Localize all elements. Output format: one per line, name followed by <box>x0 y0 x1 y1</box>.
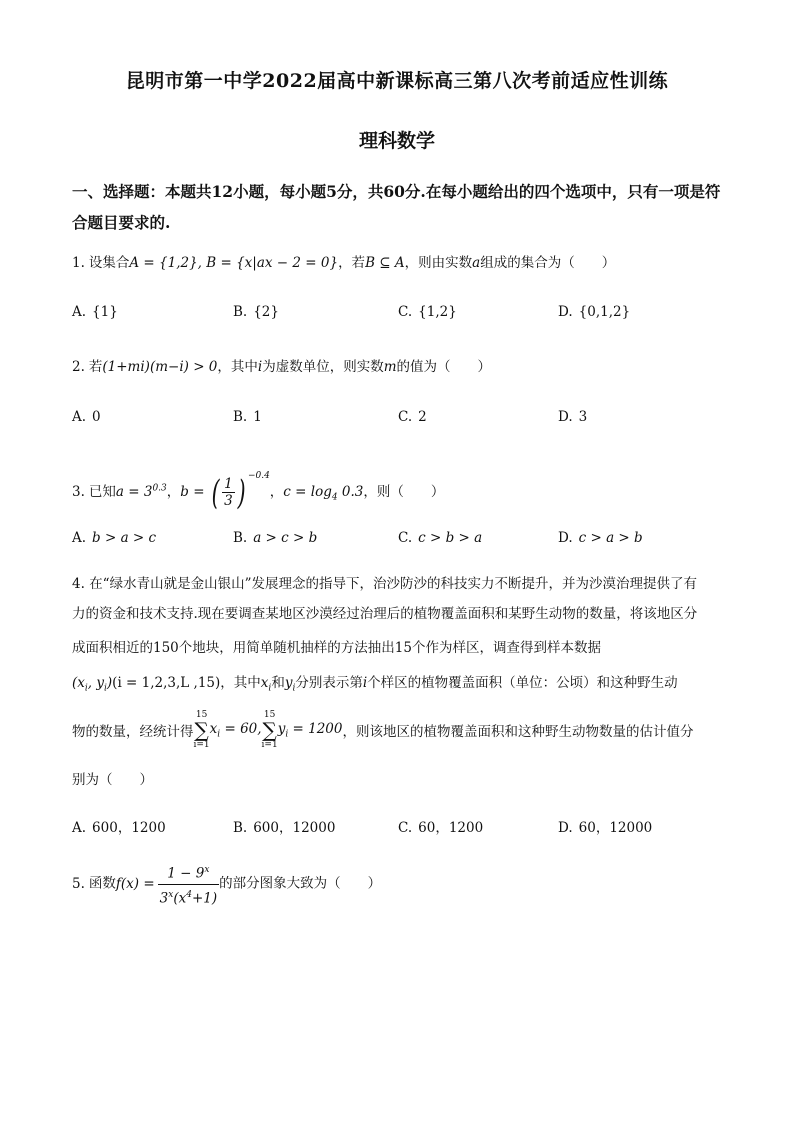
math-var: a <box>472 255 481 271</box>
math-var: $x_i$ <box>260 675 272 694</box>
option-label: D. <box>558 409 573 425</box>
question-text: 函数 <box>88 875 116 892</box>
option-b <box>233 816 335 836</box>
question-text: 为虚数单位，则实数 <box>262 359 384 375</box>
option-text: c > b > a <box>418 530 483 546</box>
question-text: ，则（ ） <box>363 484 445 500</box>
math-text: = 1200 <box>292 720 343 737</box>
math-text: (x <box>173 890 187 906</box>
fraction-denominator: 3 <box>224 493 233 509</box>
summation: 15 ∑ i=1 <box>261 710 278 750</box>
option-a <box>72 530 156 546</box>
option-text: 600，12000 <box>253 820 336 836</box>
question-number: 4. <box>72 576 85 592</box>
question-text: ，若 <box>338 255 366 271</box>
sum-lower: i=1 <box>261 740 278 750</box>
question-line: 成面积相近的150个地块，用简单随机抽样的方法抽出15个作为样区，调查得到样本数据 <box>72 640 601 656</box>
math-c <box>283 484 364 503</box>
option-label: B. <box>233 820 248 836</box>
option-label: B. <box>233 530 248 546</box>
question-text: 分别表示第 <box>295 675 363 691</box>
math-text: c = log <box>283 484 332 500</box>
question-text: 已知 <box>88 484 116 500</box>
option-d <box>558 816 652 836</box>
fraction-denominator <box>158 885 219 909</box>
question-number: 2. <box>72 359 85 375</box>
option-d <box>558 530 643 546</box>
math-exponent: −0.4 <box>247 471 270 481</box>
option-label: A. <box>72 530 87 546</box>
question-number: 5. <box>72 875 85 892</box>
math-text: x <box>260 675 269 691</box>
math-base: 4 <box>331 492 338 503</box>
math-var: i <box>257 359 263 375</box>
option-b <box>233 530 317 546</box>
math-var: $y_i$ <box>284 675 296 694</box>
option-d <box>558 304 630 320</box>
math-text: a = 3 <box>115 484 153 500</box>
option-label: D. <box>558 530 573 546</box>
option-label: D. <box>558 304 573 320</box>
math-sample: ($x_i$, $y_i$) <box>72 675 113 694</box>
option-label: C. <box>398 530 413 546</box>
question-number: 3. <box>72 484 85 500</box>
math-text: 1 − 9 <box>167 865 205 882</box>
question-text: ，则该地区的植物覆盖面积和这种野生动物数量的估计值分 <box>342 724 694 740</box>
option-b <box>233 304 279 320</box>
summation: 15 ∑ i=1 <box>193 710 210 750</box>
option-c <box>398 816 483 836</box>
question-line <box>72 572 697 592</box>
sum-lower: i=1 <box>193 740 210 750</box>
math-index-range: (i = 1,2,3,L ,15) <box>112 675 221 691</box>
option-a <box>72 304 118 320</box>
option-text: {0,1,2} <box>578 304 631 320</box>
math-exponent: 4 <box>186 889 192 900</box>
question-line: 力的资金和技术支持.现在要调查某地区沙漠经过治理后的植物覆盖面积和某野生动物的数量，将该地区分 <box>72 606 698 622</box>
fraction <box>158 860 219 908</box>
question-text: 的部分图象大致为（ ） <box>219 875 382 892</box>
option-label: B. <box>233 304 248 320</box>
sum-upper: 15 <box>195 710 208 720</box>
question-text: 若 <box>88 359 103 375</box>
option-text: 1 <box>253 409 262 425</box>
math-sets: A = {1,2}, B = {x|ax − 2 = 0} <box>129 255 339 271</box>
option-c <box>398 409 427 425</box>
option-c <box>398 304 457 320</box>
fraction-numerator: 1 <box>224 476 233 492</box>
math-text: (x <box>72 675 85 691</box>
question-line <box>72 710 694 750</box>
option-text: {1} <box>92 304 118 320</box>
question-text: 物的数量，经统计得 <box>72 724 194 740</box>
option-d <box>558 409 587 425</box>
math-function-lhs: f(x) = <box>115 875 155 892</box>
option-text: 600，1200 <box>92 820 166 836</box>
option-text: a > c > b <box>253 530 318 546</box>
math-text: 0.3 <box>341 484 364 500</box>
question-text: 组成的集合为（ ） <box>480 255 616 271</box>
option-label: A. <box>72 820 87 836</box>
math-a <box>116 484 167 500</box>
option-text: {1,2} <box>418 304 457 320</box>
paper-title: 昆明市第一中学2022届高中新课标高三第八次考前适应性训练 <box>125 70 669 92</box>
math-expression: (1+mi)(m−i) > 0 <box>102 359 218 375</box>
math-text: = 60, <box>224 720 262 737</box>
option-label: C. <box>398 304 413 320</box>
math-term: $x_i = 60$, <box>209 720 262 740</box>
math-b: b = ( $\frac{1}{3}$ ) $^{-0.4}$ <box>180 471 270 513</box>
fraction-numerator <box>158 860 219 885</box>
math-exponent: x <box>168 889 174 900</box>
option-label: A. <box>72 409 87 425</box>
question-number: 1. <box>72 255 85 271</box>
option-label: D. <box>558 820 573 836</box>
option-text: 60，1200 <box>418 820 484 836</box>
option-text: 2 <box>418 409 427 425</box>
math-var: i <box>362 675 368 691</box>
option-label: C. <box>398 820 413 836</box>
math-var: m <box>383 359 397 375</box>
math-text: +1) <box>191 890 218 906</box>
paper-subtitle: 理科数学 <box>358 130 435 152</box>
option-text: 3 <box>578 409 588 425</box>
question-5 <box>72 860 732 908</box>
question-text: ，其中 <box>220 675 261 691</box>
math-exponent: x <box>204 865 210 875</box>
sum-upper: 15 <box>263 710 276 720</box>
option-c <box>398 530 482 546</box>
option-a <box>72 409 101 425</box>
question-3: 3. 已知$a = 3^{0.3}$，b = ( $\frac{1}{3}$ ) $^{-0.4}$，$c = \log_4 0.3$，则（ ） <box>72 471 445 513</box>
question-line <box>72 671 678 694</box>
option-a <box>72 816 166 836</box>
option-label: B. <box>233 409 248 425</box>
option-text: b > a > c <box>92 530 157 546</box>
math-exponent: 0.3 <box>152 483 167 494</box>
option-b <box>233 409 262 425</box>
option-text: {2} <box>253 304 279 320</box>
option-text: 60，12000 <box>578 820 653 836</box>
math-text: x <box>209 720 218 737</box>
question-2 <box>72 357 732 377</box>
option-text: 0 <box>92 409 101 425</box>
question-text: 设集合 <box>88 255 130 271</box>
question-1 <box>72 253 732 273</box>
option-label: A. <box>72 304 87 320</box>
math-text: y <box>284 675 293 691</box>
question-text: 在“绿水青山就是金山银山”发展理念的指导下，治沙防沙的科技实力不断提升，并为沙漠治理提供了有 <box>89 576 697 592</box>
question-text: ，则由实数 <box>404 255 473 271</box>
question-text: ，其中 <box>217 359 258 375</box>
math-text: 3 <box>159 890 169 906</box>
question-text: 和 <box>271 675 285 691</box>
question-text: 个样区的植物覆盖面积（单位：公顷）和这种野生动 <box>367 675 678 691</box>
math-text: b = <box>180 484 205 500</box>
math-text: y <box>277 720 286 737</box>
question-text: 的值为（ ） <box>396 359 492 375</box>
question-line: 别为（ ） <box>72 772 153 788</box>
fraction <box>222 476 235 509</box>
option-text: c > a > b <box>578 530 643 546</box>
option-label: C. <box>398 409 413 425</box>
section-heading: 一、选择题：本题共12小题，每小题5分，共60分.在每小题给出的四个选项中，只有一项是符合题目要求的. <box>72 182 721 232</box>
math-condition: B ⊆ A <box>365 255 405 271</box>
math-term: $y_i = 1200$ <box>277 720 343 740</box>
